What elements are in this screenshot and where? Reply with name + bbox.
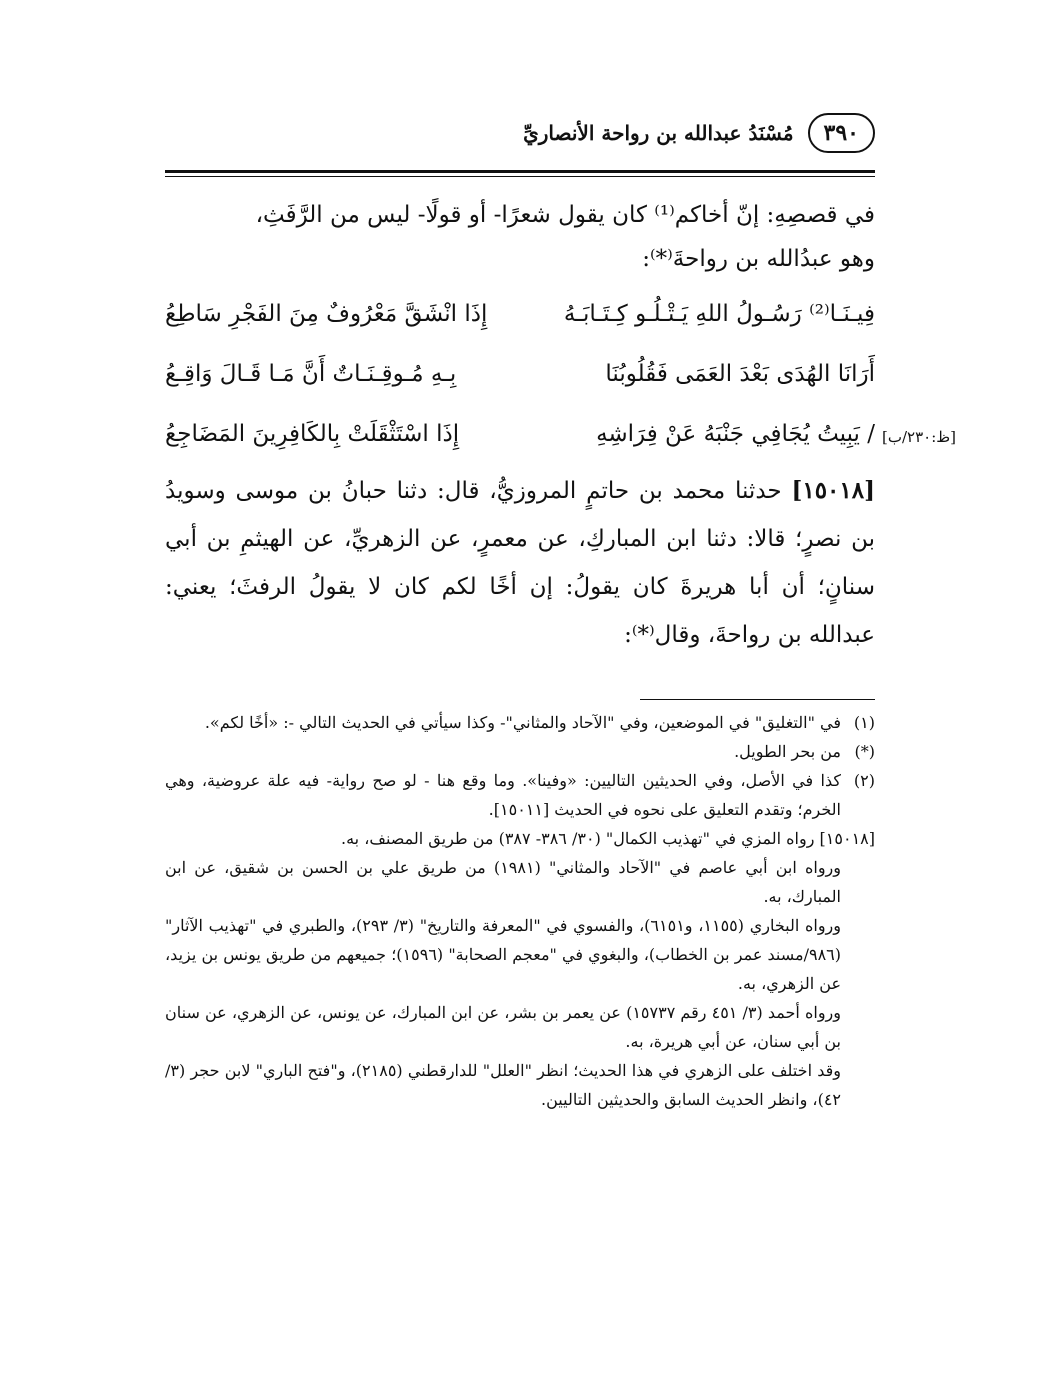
footnote <box>165 708 875 737</box>
hadith-text: حدثنا محمد بن حاتمٍ المروزيُّ، قال: دثنا حبانُ بن موسى وسويدُ بن نصرٍ؛ قالا: دثنا ابن المباركِ، عن معمرٍ، عن الزهريِّ، عن الهيثمِ بن أبي سنانٍ؛ أن أبا هريرةَ كان يقولُ: إن أخًا لكم كان لا يقولُ الرفثَ؛ يعني: عبدالله بن رواحةَ، وقال⁽*⁾: <box>165 478 875 648</box>
intro-line-1: في قصصِهِ: إنّ أخاكم⁽¹⁾ كان يقول شعرًا- أو قولًا- ليس من الرَّفَثِ، <box>255 202 875 228</box>
takhrij-continuation <box>165 853 875 1114</box>
takhrij-paragraph: رواه المزي في "تهذيب الكمال" (٣٠/ ٣٨٦- ٣٨٧) من طريق المصنف، به. <box>341 829 815 848</box>
footnote-marker: (١) <box>853 713 875 732</box>
verse-1 <box>165 287 875 341</box>
verse-second-hemistich: إِذَا اسْتَثْقَلَتْ بِالكَافِرِينَ المَضَاجِعُ <box>165 421 460 447</box>
footnote-marker: (*) <box>854 742 875 761</box>
footnote-marker: (٢) <box>853 771 875 790</box>
footnotes <box>165 708 875 1114</box>
verse-2 <box>165 347 875 401</box>
takhrij-paragraph: ورواه ابن أبي عاصم في "الآحاد والمثاني" (١٩٨١) من طريق علي بن الحسن بن شقيق، عن ابن المبارك، به. <box>165 858 842 906</box>
verse-first-hemistich: أَرَانَا الهُدَى بَعْدَ العَمَى فَقُلُوبُنَا <box>605 361 875 387</box>
takhrij <box>165 824 875 853</box>
page <box>165 108 875 1114</box>
footnote-text: من بحر الطويل. <box>734 742 841 761</box>
margin-folio-note: [ظ:٢٣٠/ب] <box>882 428 956 446</box>
running-title: مُسْنَدُ عبدالله بن رواحة الأنصاريِّ <box>523 121 794 145</box>
verse-3 <box>165 407 875 461</box>
page-header <box>165 108 875 158</box>
footnote-separator <box>640 699 875 700</box>
takhrij-marker: [١٥٠١٨] <box>819 829 875 848</box>
hadith-number: [١٥٠١٨] <box>791 477 876 504</box>
takhrij-paragraph: وقد اختلف على الزهري في هذا الحديث؛ انظر "العلل" للدارقطني (٢١٨٥)، و"فتح الباري" لابن حجر (٣/ ٤٢)، وانظر الحديث السابق والحديثين التاليين. <box>165 1061 842 1109</box>
intro-text <box>165 193 875 281</box>
verse-second-hemistich: إِذَا انْشَقَّ مَعْرُوفٌ مِنَ الفَجْرِ سَاطِعُ <box>165 301 488 327</box>
page-number: ٣٩٠ <box>808 113 875 153</box>
verse-second-hemistich: بِـهِ مُـوقِـنَـاتٌ أَنَّ مَـا قَـالَ وَاقِـعُ <box>165 361 457 387</box>
intro-line-2: وهو عبدُالله بن رواحةَ⁽*⁾: <box>642 246 875 272</box>
poem <box>165 287 875 461</box>
footnote-text: كذا في الأصل، وفي الحديثين التاليين: «وفينا». وما وقع هنا - لو صح رواية- فيه علة عروضية، وهي الخرم؛ وتقدم التعليق على نحوه في الحديث [١٥٠١١]. <box>165 771 841 819</box>
verse-first-hemistich: / يَبِيتُ يُجَافِي جَنْبَهُ عَنْ فِرَاشِهِ <box>596 421 875 447</box>
footnote-text: في "التغليق" في الموضعين، وفي "الآحاد والمثاني"- وكذا سيأتي في الحديث التالي -: «أخًا لكم». <box>204 713 841 732</box>
header-rule-thick <box>165 170 875 173</box>
verse-first-hemistich: فِيـنَـا⁽²⁾ رَسُـولُ اللهِ يَـتْـلُـو كِـتَـابَـهُ <box>563 301 875 327</box>
takhrij-paragraph: ورواه البخاري (١١٥٥، و٦١٥١)، والفسوي في "المعرفة والتاريخ" (٣/ ٢٩٣)، والطبري في "تهذيب الآثار" (٩٨٦/مسند عمر بن الخطاب)، والبغوي في "معجم الصحابة" (١٥٩٦)؛ جميعهم من طريق يونس بن يزيد، عن الزهري، به. <box>165 916 841 993</box>
footnote <box>165 766 875 824</box>
footnote <box>165 737 875 766</box>
hadith-15018 <box>165 467 875 659</box>
header-rule-thin <box>165 176 875 177</box>
takhrij-paragraph: ورواه أحمد (٣/ ٤٥١ رقم ١٥٧٣٧) عن يعمر بن بشر، عن ابن المبارك، عن يونس، عن الزهري، عن سنان بن أبي سنان، عن أبي هريرة، به. <box>165 1003 841 1051</box>
